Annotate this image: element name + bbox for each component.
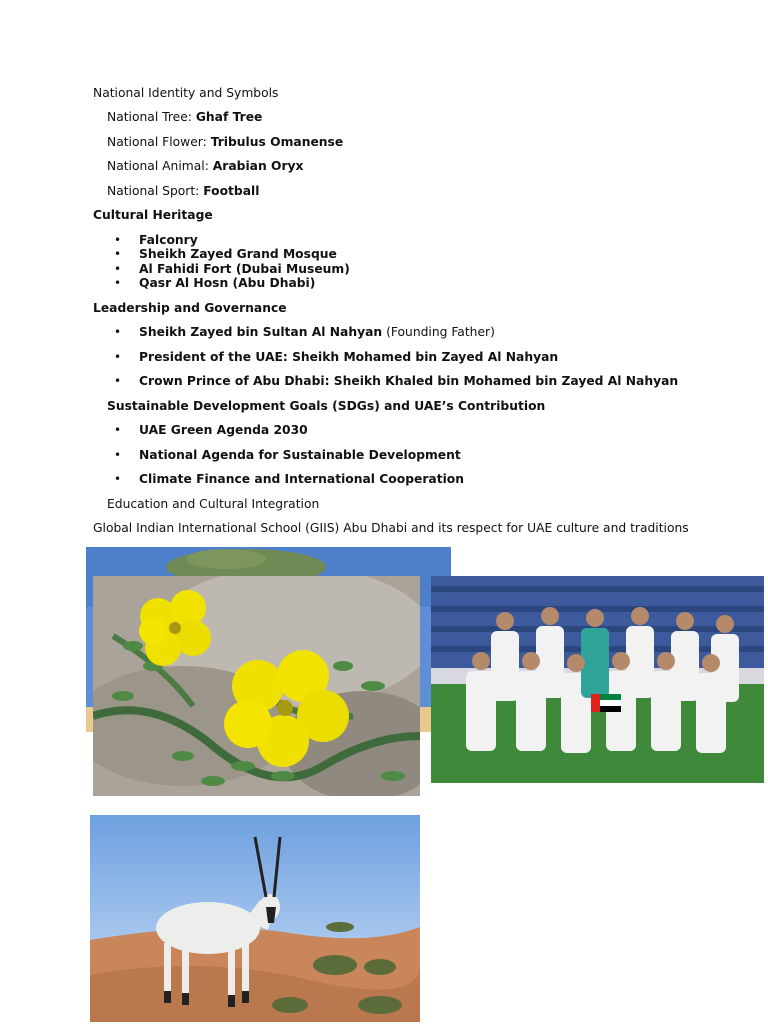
symbol-tree (93, 109, 262, 125)
list-item: Falconry (139, 233, 198, 247)
bullet-icon: • (114, 448, 122, 462)
list-item: UAE Green Agenda 2030 (139, 423, 308, 437)
arabian-oryx-photo (90, 815, 420, 1022)
education-title: Education and Cultural Integration (107, 497, 320, 511)
symbol-label: National Tree: (107, 110, 196, 124)
symbol-label: National Sport: (107, 184, 204, 198)
bullet-icon: • (114, 374, 122, 388)
bullet-icon: • (114, 276, 122, 290)
list-item: Qasr Al Hosn (Abu Dhabi) (139, 276, 316, 290)
list-item: Sheikh Zayed Grand Mosque (139, 247, 337, 261)
list-item: Climate Finance and International Cooperation (139, 472, 465, 486)
symbol-value: Ghaf Tree (195, 110, 263, 124)
symbol-value: Football (203, 184, 260, 198)
uae-flag-icon (591, 694, 621, 712)
education-heading (93, 496, 319, 512)
symbol-flower (93, 134, 343, 150)
page-heading: National Identity and Symbols (93, 86, 279, 100)
list-item: National Agenda for Sustainable Development (139, 448, 461, 462)
football-team-photo (431, 576, 764, 783)
list-item: President of the UAE: Sheikh Mohamed bin Zayed Al Nahyan (139, 350, 559, 364)
bullet-icon: • (114, 247, 122, 261)
sdg-heading (93, 398, 545, 414)
symbol-animal (93, 158, 303, 174)
bullet-icon: • (114, 233, 122, 247)
bullet-icon: • (114, 325, 122, 339)
bullet-icon: • (114, 262, 122, 276)
bullet-icon: • (114, 350, 122, 364)
list-item: Al Fahidi Fort (Dubai Museum) (139, 262, 350, 276)
leader-note: (Founding Father) (382, 325, 495, 339)
leadership-heading: Leadership and Governance (93, 301, 287, 315)
yellow-flower-photo (93, 576, 420, 796)
symbol-sport (93, 183, 259, 199)
symbol-label: National Animal: (107, 159, 213, 173)
bullet-icon: • (114, 423, 122, 437)
bullet-icon: • (114, 472, 122, 486)
school-line: Global Indian International School (GIIS) Abu Dhabi and its respect for UAE culture and traditions (93, 521, 689, 535)
symbol-label: National Flower: (107, 135, 211, 149)
cultural-heading: Cultural Heritage (93, 208, 213, 222)
symbol-value: Tribulus Omanense (210, 135, 344, 149)
leader-name: Sheikh Zayed bin Sultan Al Nahyan (139, 325, 383, 339)
list-item: Crown Prince of Abu Dhabi: Sheikh Khaled bin Mohamed bin Zayed Al Nahyan (139, 374, 679, 388)
symbol-value: Arabian Oryx (212, 159, 304, 173)
list-item (139, 324, 495, 340)
sdg-title: Sustainable Development Goals (SDGs) and UAE’s Contribution (107, 399, 546, 413)
